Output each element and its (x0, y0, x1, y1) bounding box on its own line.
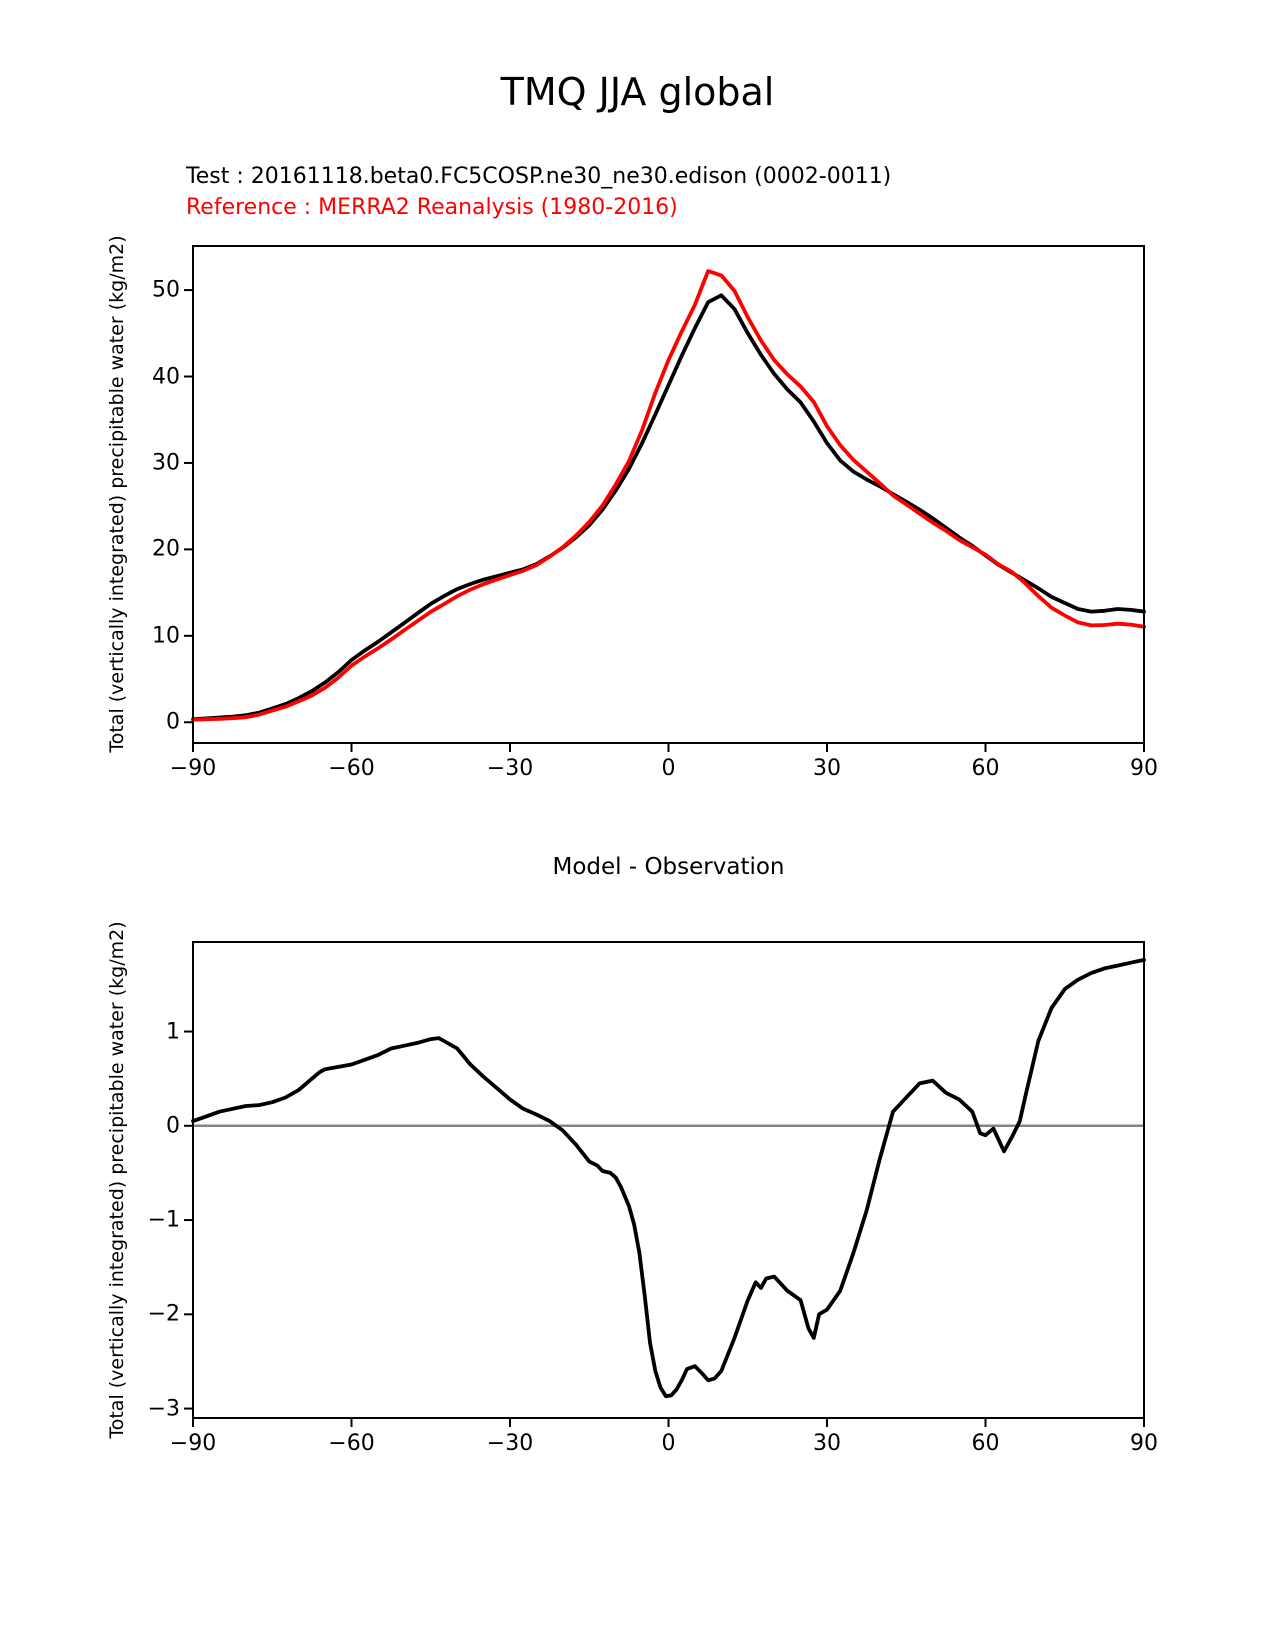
reference-annotation: Reference : MERRA2 Reanalysis (1980-2016) (186, 195, 678, 220)
x-tick-label: 0 (661, 1431, 676, 1456)
x-tick-label: 60 (971, 1431, 1000, 1456)
x-tick-label: 0 (661, 756, 676, 781)
x-tick-label: 90 (1130, 756, 1158, 781)
x-tick-label: 30 (813, 1431, 841, 1456)
test-annotation: Test : 20161118.beta0.FC5COSP.ne30_ne30.edison (0002-0011) (186, 164, 892, 189)
difference-curve (193, 960, 1144, 1396)
x-tick-label: −60 (328, 1431, 375, 1456)
y-tick-label: 0 (166, 709, 180, 735)
top-chart (184, 246, 1144, 752)
axes-frame (193, 246, 1144, 743)
y-tick-label: 1 (166, 1019, 180, 1045)
y-tick-label: 40 (152, 364, 180, 390)
x-tick-label: −30 (486, 1431, 534, 1456)
x-tick-label: −90 (169, 756, 217, 781)
y-tick-label: −3 (147, 1396, 180, 1422)
bottom-chart (184, 942, 1144, 1427)
x-tick-label: 30 (813, 756, 841, 781)
figure-title: TMQ JJA global (500, 70, 775, 114)
x-tick-label: −30 (486, 756, 534, 781)
top-chart-ylabel: Total (vertically integrated) precipitable water (kg/m2) (106, 235, 128, 753)
y-tick-label: 30 (152, 450, 180, 476)
y-tick-label: 10 (152, 623, 180, 649)
axes-frame (193, 942, 1144, 1418)
bottom-chart-title: Model - Observation (552, 854, 785, 880)
y-tick-label: −2 (147, 1301, 180, 1327)
x-tick-label: −90 (169, 1431, 217, 1456)
x-tick-label: 90 (1130, 1431, 1158, 1456)
x-tick-label: 60 (971, 756, 1000, 781)
y-tick-label: 50 (152, 277, 180, 303)
y-tick-label: 0 (166, 1113, 180, 1139)
y-tick-label: 20 (152, 536, 180, 562)
reference-curve (193, 271, 1144, 720)
bottom-chart-ylabel: Total (vertically integrated) precipitable water (kg/m2) (106, 921, 128, 1439)
y-tick-label: −1 (147, 1207, 180, 1233)
x-tick-label: −60 (328, 756, 375, 781)
